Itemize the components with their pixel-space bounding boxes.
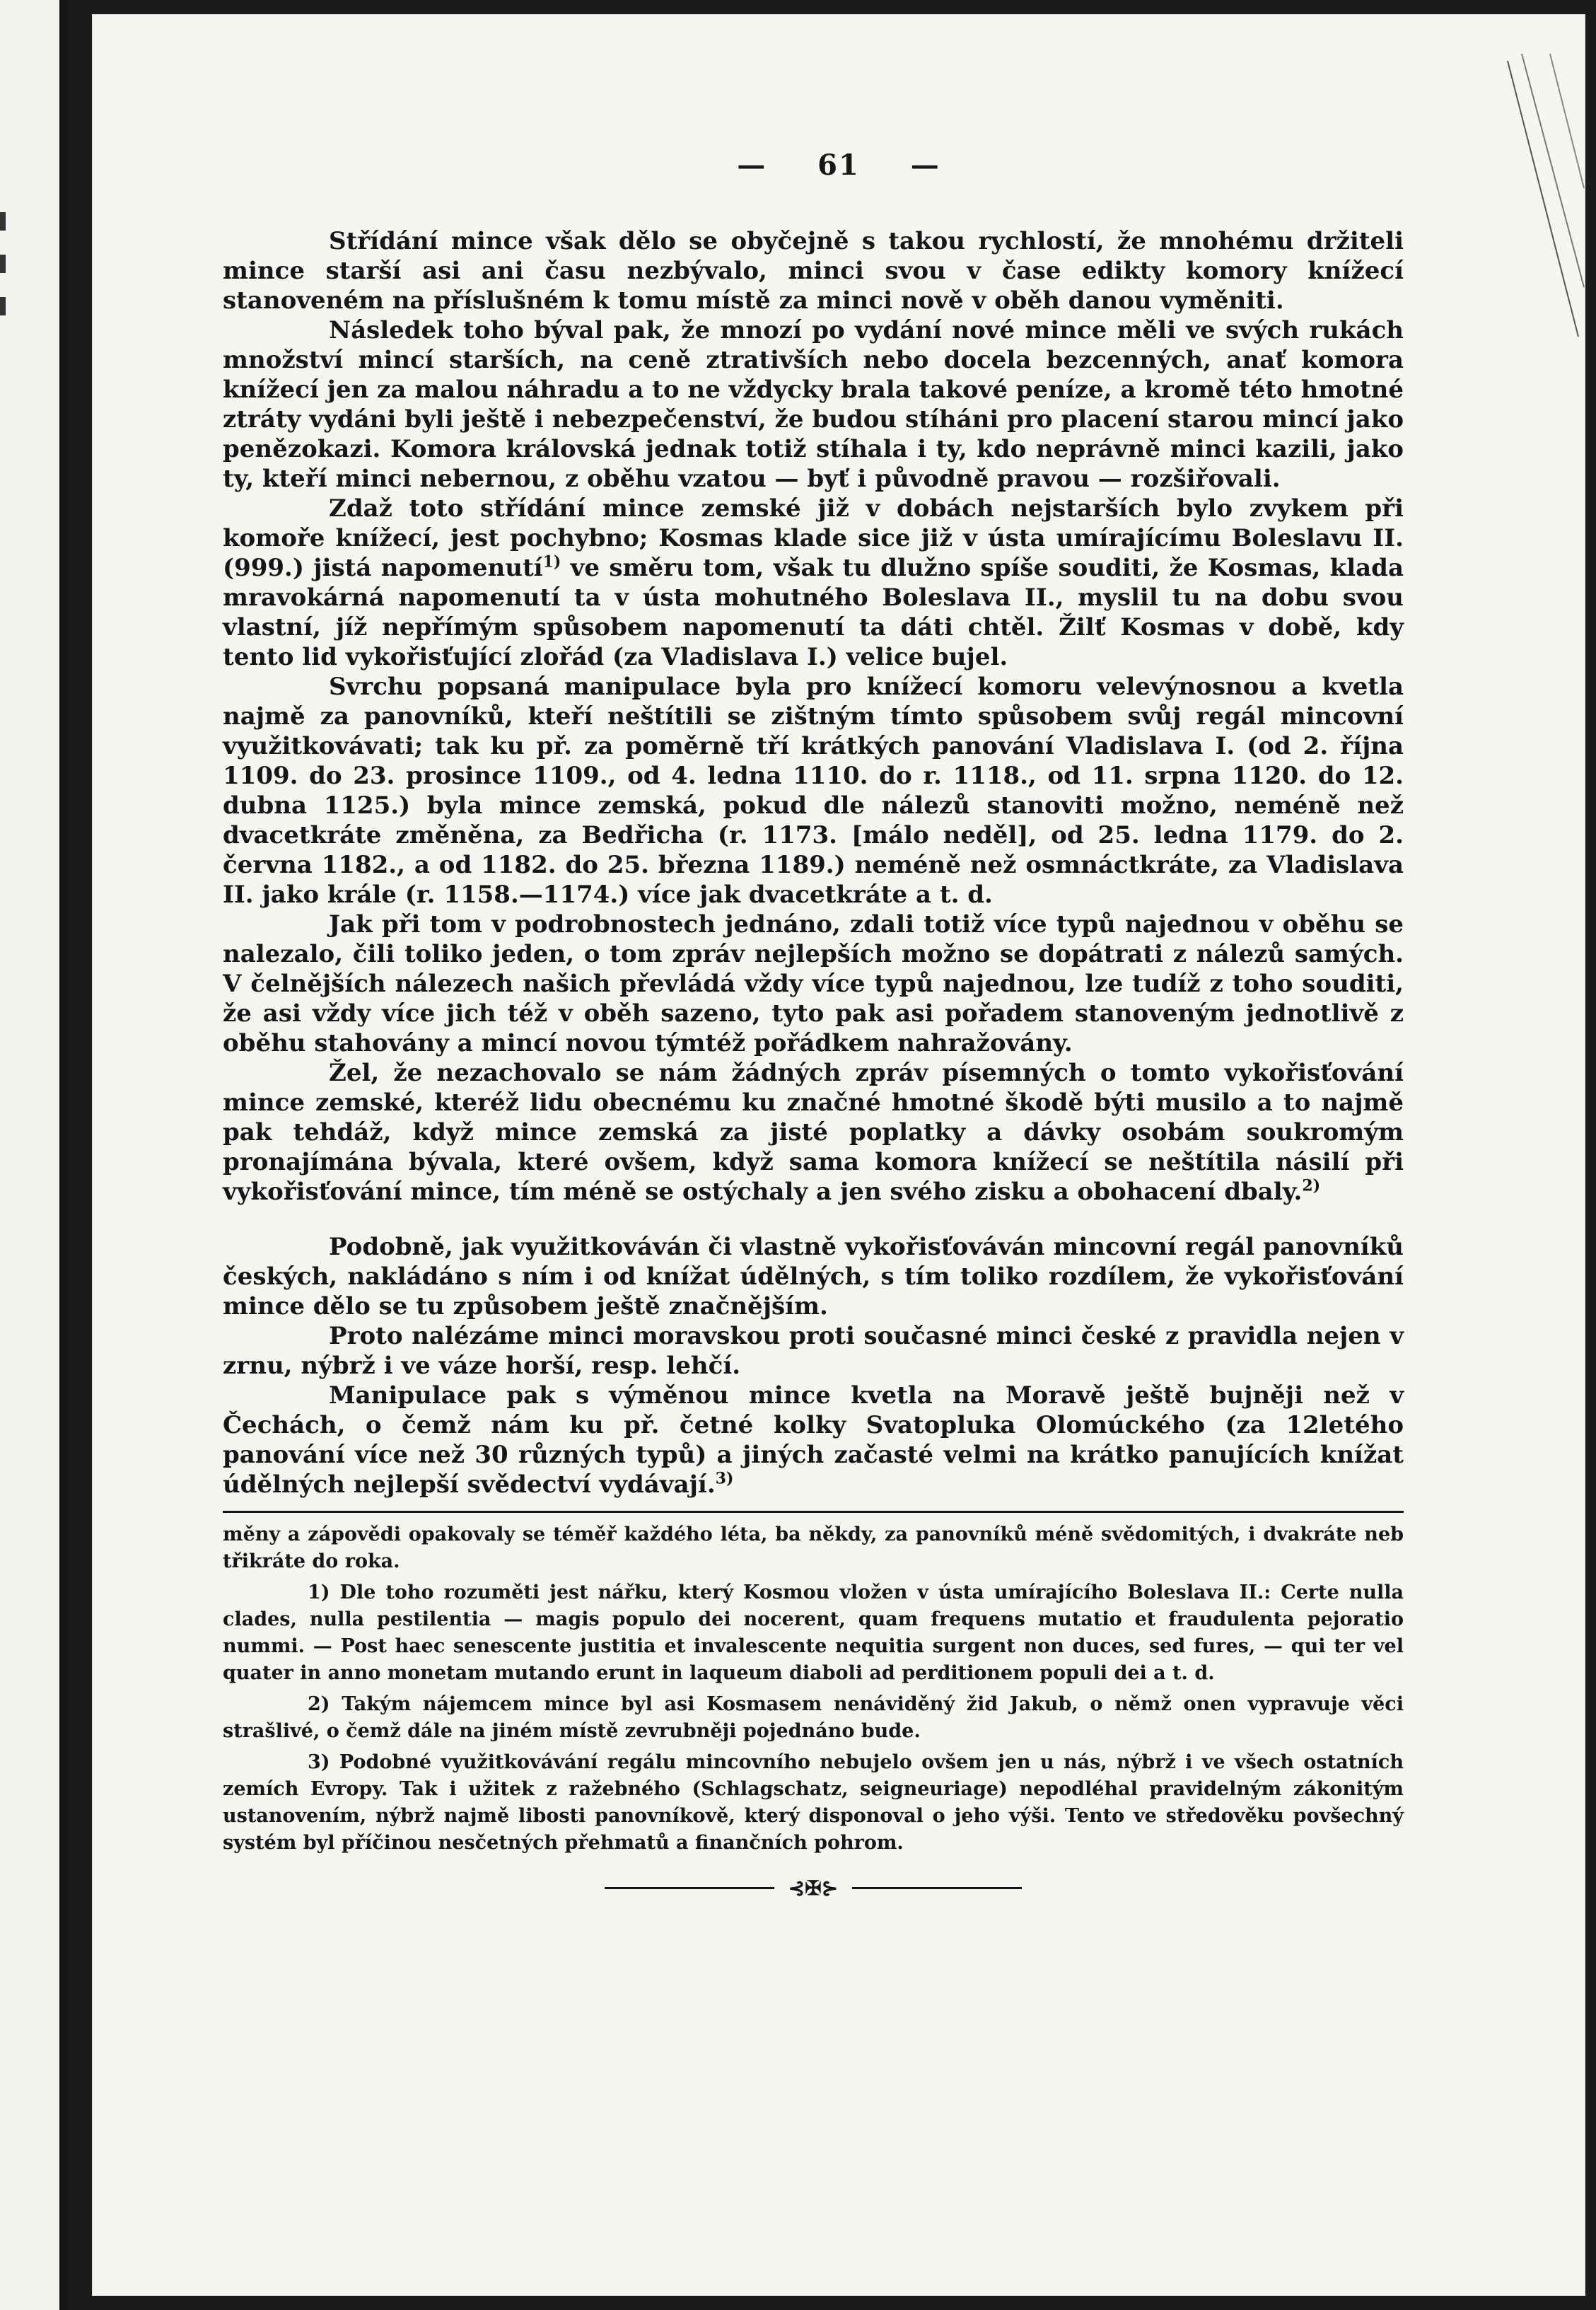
dash-right: — — [910, 149, 940, 182]
paragraph-text: Manipulace pak s výměnou mince kvetla na Moravě ještě bujněji než v Čechách, o čemž nám ku př. četné kolky Svatopluka Olomúckého (za 12letého panování více než 30 různých typů) a jiných začasté velmi na krátko panujících knížat údělných nejlepší svědectví vydávají. — [223, 1381, 1404, 1499]
binding-mark — [0, 255, 6, 273]
page-corner-fold — [1501, 54, 1585, 351]
ornament-rule — [852, 1887, 1022, 1889]
footnote-ref: 3) — [715, 1469, 734, 1488]
paragraph: Proto nalézáme minci moravskou proti současné minci české z pravidla nejen v zrnu, nýbrž i ve váze horší, resp. lehčí. — [223, 1322, 1404, 1380]
footnote: 2) Takým nájemcem mince byl asi Kosmasem nenáviděný žid Jakub, o němž onen vypravuje věci strašlivé, o čemž dále na jiném místě zevrubněji pojednáno bude. — [223, 1693, 1404, 1742]
main-text — [223, 226, 1404, 1499]
binding-mark — [0, 297, 6, 315]
scanned-page — [92, 14, 1585, 2296]
footnote-ref: 2) — [1302, 1176, 1321, 1195]
page-content — [223, 226, 1404, 1900]
paragraph: Následek toho býval pak, že mnozí po vydání nové mince měli ve svých rukách množství mincí starších, na ceně ztrativších nebo docela bezcenných, anať komora knížecí jen za malou náhradu a to ne vždycky brala takové peníze, a kromě této hmotné ztráty vydáni byli ještě i nebezpečenství, že budou stíháni pro placení starou mincí jako penězokazi. Komora královská jednak totiž stíhala i ty, kdo neprávně minci kazili, jako ty, kteří minci nebernou, z oběhu vzatou — byť i původně pravou — rozšiřovali. — [223, 316, 1404, 493]
paragraph-text: Žel, že nezachovalo se nám žádných zpráv písemných o tomto vykořisťování mince zemské, kteréž lidu obecnému ku značné hmotné škodě býti musilo a to najmě pak tehdáž, když mince zemská za jisté poplatky a dávky osobám soukromým pronajímána bývala, které ovšem, když sama komora knížecí se neštítila násilí při vykořisťování mince, tím méně se ostýchaly a jen svého zisku a obohacení dbaly. — [223, 1059, 1404, 1206]
footnote-continuation: měny a zápovědi opakovaly se téměř každého léta, ba někdy, za panovníků méně svědomitých, i dvakráte neb třikráte do roka. — [223, 1523, 1404, 1572]
page-number-line — [92, 149, 1585, 182]
footnote-ref: 1) — [542, 552, 561, 571]
binding-mark — [0, 212, 6, 231]
page-number: 61 — [817, 149, 860, 182]
footnote: 3) Podobné využitkovávání regálu mincovního nebujelo ovšem jen u nás, nýbrž i ve všech ostatních zemích Evropy. Tak i užitek z ražebného (Schlagschatz, seigneuriage) nepodléhal pravidelným zákonitým ustanovením, nýbrž najmě libosti panovníkově, který disponoval o jeho výši. Tento ve středověku povšechný systém byl příčinou nesčetných přehmatů a finančních pohrom. — [223, 1751, 1404, 1854]
adjacent-page-edge — [0, 0, 68, 2310]
paragraph: Svrchu popsaná manipulace byla pro knížecí komoru velevýnosnou a kvetla najmě za panovníků, kteří neštítili se zištným tímto spůsobem svůj regál mincovní využitkovávati; tak ku př. za poměrně tří krátkých panování Vladislava I. (od 2. října 1109. do 23. prosince 1109., od 4. ledna 1110. do r. 1118., od 11. srpna 1120. do 12. dubna 1125.) byla mince zemská, pokud dle nálezů stanoviti možno, neméně než dvacetkráte změněna, za Bedřicha (r. 1173. [málo neděl], od 25. ledna 1179. do 2. června 1182., a od 1182. do 25. března 1189.) neméně než osmnáctkráte, za Vladislava II. jako krále (r. 1158.—1174.) více jak dvacetkráte a t. d. — [223, 673, 1404, 909]
paragraph — [223, 1381, 1404, 1499]
paragraph: Střídání mince však dělo se obyčejně s takou rychlostí, že mnohému držiteli mince starší asi ani času nezbývalo, minci svou v čase edikty komory knížecí stanoveném na příslušném k tomu místě za minci nově v oběh danou vyměniti. — [223, 227, 1404, 315]
page-gutter — [59, 0, 68, 2310]
end-ornament — [223, 1875, 1404, 1900]
ornament-rule — [605, 1887, 774, 1889]
paragraph: Podobně, jak využitkováván či vlastně vykořisťováván mincovní regál panovníků českých, nakládáno s ním i od knížat údělných, s tím toliko rozdílem, že vykořisťování mince dělo se tu způsobem ještě značnějším. — [223, 1233, 1404, 1321]
dash-left: — — [737, 149, 767, 182]
footnote: 1) Dle toho rozuměti jest nářku, který Kosmou vložen v ústa umírajícího Boleslava II.: Certe nulla clades, nulla pestilentia — magis populo dei nocerent, quam frequens mutatio et fraudulenta pejoratio nummi. — Post haec senescente justitia et invalescente nequitia surgent non duces, sed fures, — qui ter vel quater in anno monetam mutando erunt in laqueum diaboli ad perditionem populi dei a t. d. — [223, 1581, 1404, 1684]
paragraph — [223, 1058, 1404, 1207]
footnotes — [223, 1511, 1404, 1857]
paragraph-text: ve směru tom, však tu dlužno spíše souditi, že Kosmas, klada mravokárná napomenutí ta v ústa mohutného Boleslava II., myslil tu na dobu svou vlastní, jíž nepřímým spůsobem napomenutí ta dáti chtěl. Žilť Kosmas v době, kdy tento lid vykořisťující zlořád (za Vladislava I.) velice bujel. — [223, 554, 1404, 671]
ornament-glyph: ⊰✠⊱ — [788, 1876, 839, 1900]
paragraph-text: Zdaž toto střídání mince zemské již v dobách nejstarších bylo zvykem při komoře knížecí, jest pochybno; Kosmas klade sice již v ústa umírajícímu Boleslavu II. (999.) jistá napomenutí — [223, 494, 1404, 582]
paragraph: Jak při tom v podrobnostech jednáno, zdali totiž více typů najednou v oběhu se nalezalo, čili toliko jeden, o tom zpráv nejlepších možno se dopátrati z nálezů samých. V čelnějších nálezech našich převládá vždy více typů najednou, lze tudíž z toho souditi, že asi vždy více jich též v oběh sazeno, tyto pak asi pořadem stanoveným jednotlivě z oběhu stahovány a mincí novou týmtéž pořádkem nahražovány. — [223, 910, 1404, 1057]
paragraph — [223, 494, 1404, 672]
